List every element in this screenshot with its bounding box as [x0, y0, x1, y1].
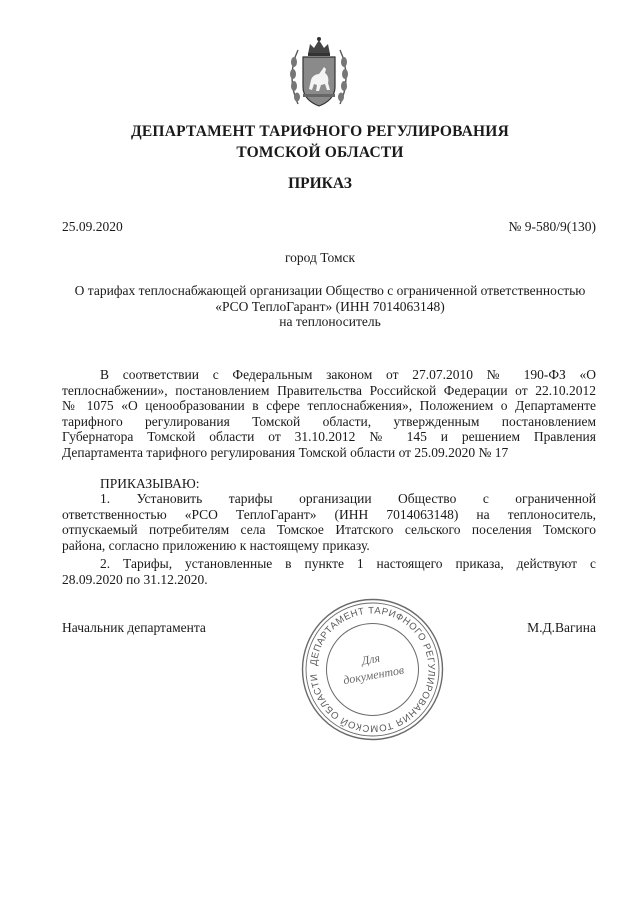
order-subject: [55, 283, 605, 330]
department-title: [60, 121, 580, 163]
official-stamp: [300, 597, 445, 742]
signer-name: М.Д.Вагина: [527, 620, 596, 635]
order-word: ПРИКАЗЫВАЮ:: [100, 476, 200, 491]
preamble-line: Губернатора Томской области от 31.10.2012 № 145 и решением Правления: [62, 429, 596, 444]
tomsk-coat-of-arms-icon: [288, 32, 350, 112]
preamble-line: теплоснабжении», постановлением Правительства Российской Федерации от 22.10.2012: [62, 382, 596, 398]
department-title-line1: ДЕПАРТАМЕНТ ТАРИФНОГО РЕГУЛИРОВАНИЯ: [131, 123, 509, 140]
order-date: 25.09.2020: [62, 219, 123, 234]
preamble-paragraph: [62, 367, 596, 460]
preamble-line: тарифного регулирования Томской области, утвержденным постановлением: [62, 413, 596, 429]
stamp-center-line1: Для: [360, 650, 382, 668]
item2-line: 2. Тарифы, установленные в пункте 1 настоящего приказа, действуют с: [100, 556, 596, 571]
item1-line: 1. Установить тарифы организации Общество с ограниченной: [100, 491, 596, 506]
item2-line: 28.09.2020 по 31.12.2020.: [62, 571, 208, 587]
stamp-center-line2: документов: [342, 662, 406, 688]
preamble-line: В соответствии с Федеральным законом от 27.07.2010 № 190-ФЗ «О: [100, 367, 596, 382]
preamble-line: № 1075 «О ценообразовании в сфере теплоснабжения», Положением о Департаменте: [62, 398, 596, 413]
subject-line2: «РСО ТеплоГарант» (ИНН 7014063148): [215, 298, 445, 314]
stamp-ring-text: ДЕПАРТАМЕНТ ТАРИФНОГО РЕГУЛИРОВАНИЯ ТОМСКОЙ ОБЛАСТИ: [308, 605, 437, 734]
signer-position: Начальник департамента: [62, 620, 206, 635]
preamble-line: Департамента тарифного регулирования Томской области от 25.09.2020 № 17: [62, 444, 509, 460]
item1-line: ответственностью «РСО ТеплоГарант» (ИНН 7014063148) на теплоноситель,: [62, 506, 596, 522]
subject-line3: на теплоноситель: [279, 314, 381, 329]
item1-line: отпускаемый потребителям села Томское Итатского сельского поселения Томского: [62, 522, 596, 537]
item1-line: района, согласно приложению к настоящему приказу.: [62, 537, 370, 553]
order-number: № 9-580/9(130): [508, 219, 596, 234]
department-title-line2: ТОМСКОЙ ОБЛАСТИ: [236, 144, 404, 161]
city: город Томск: [284, 250, 356, 265]
order-item-2: [62, 556, 596, 587]
document-type-title: ПРИКАЗ: [288, 175, 352, 192]
order-item-1: [62, 491, 596, 553]
subject-line1: О тарифах теплоснабжающей организации Общество с ограниченной ответственностью: [74, 283, 586, 298]
